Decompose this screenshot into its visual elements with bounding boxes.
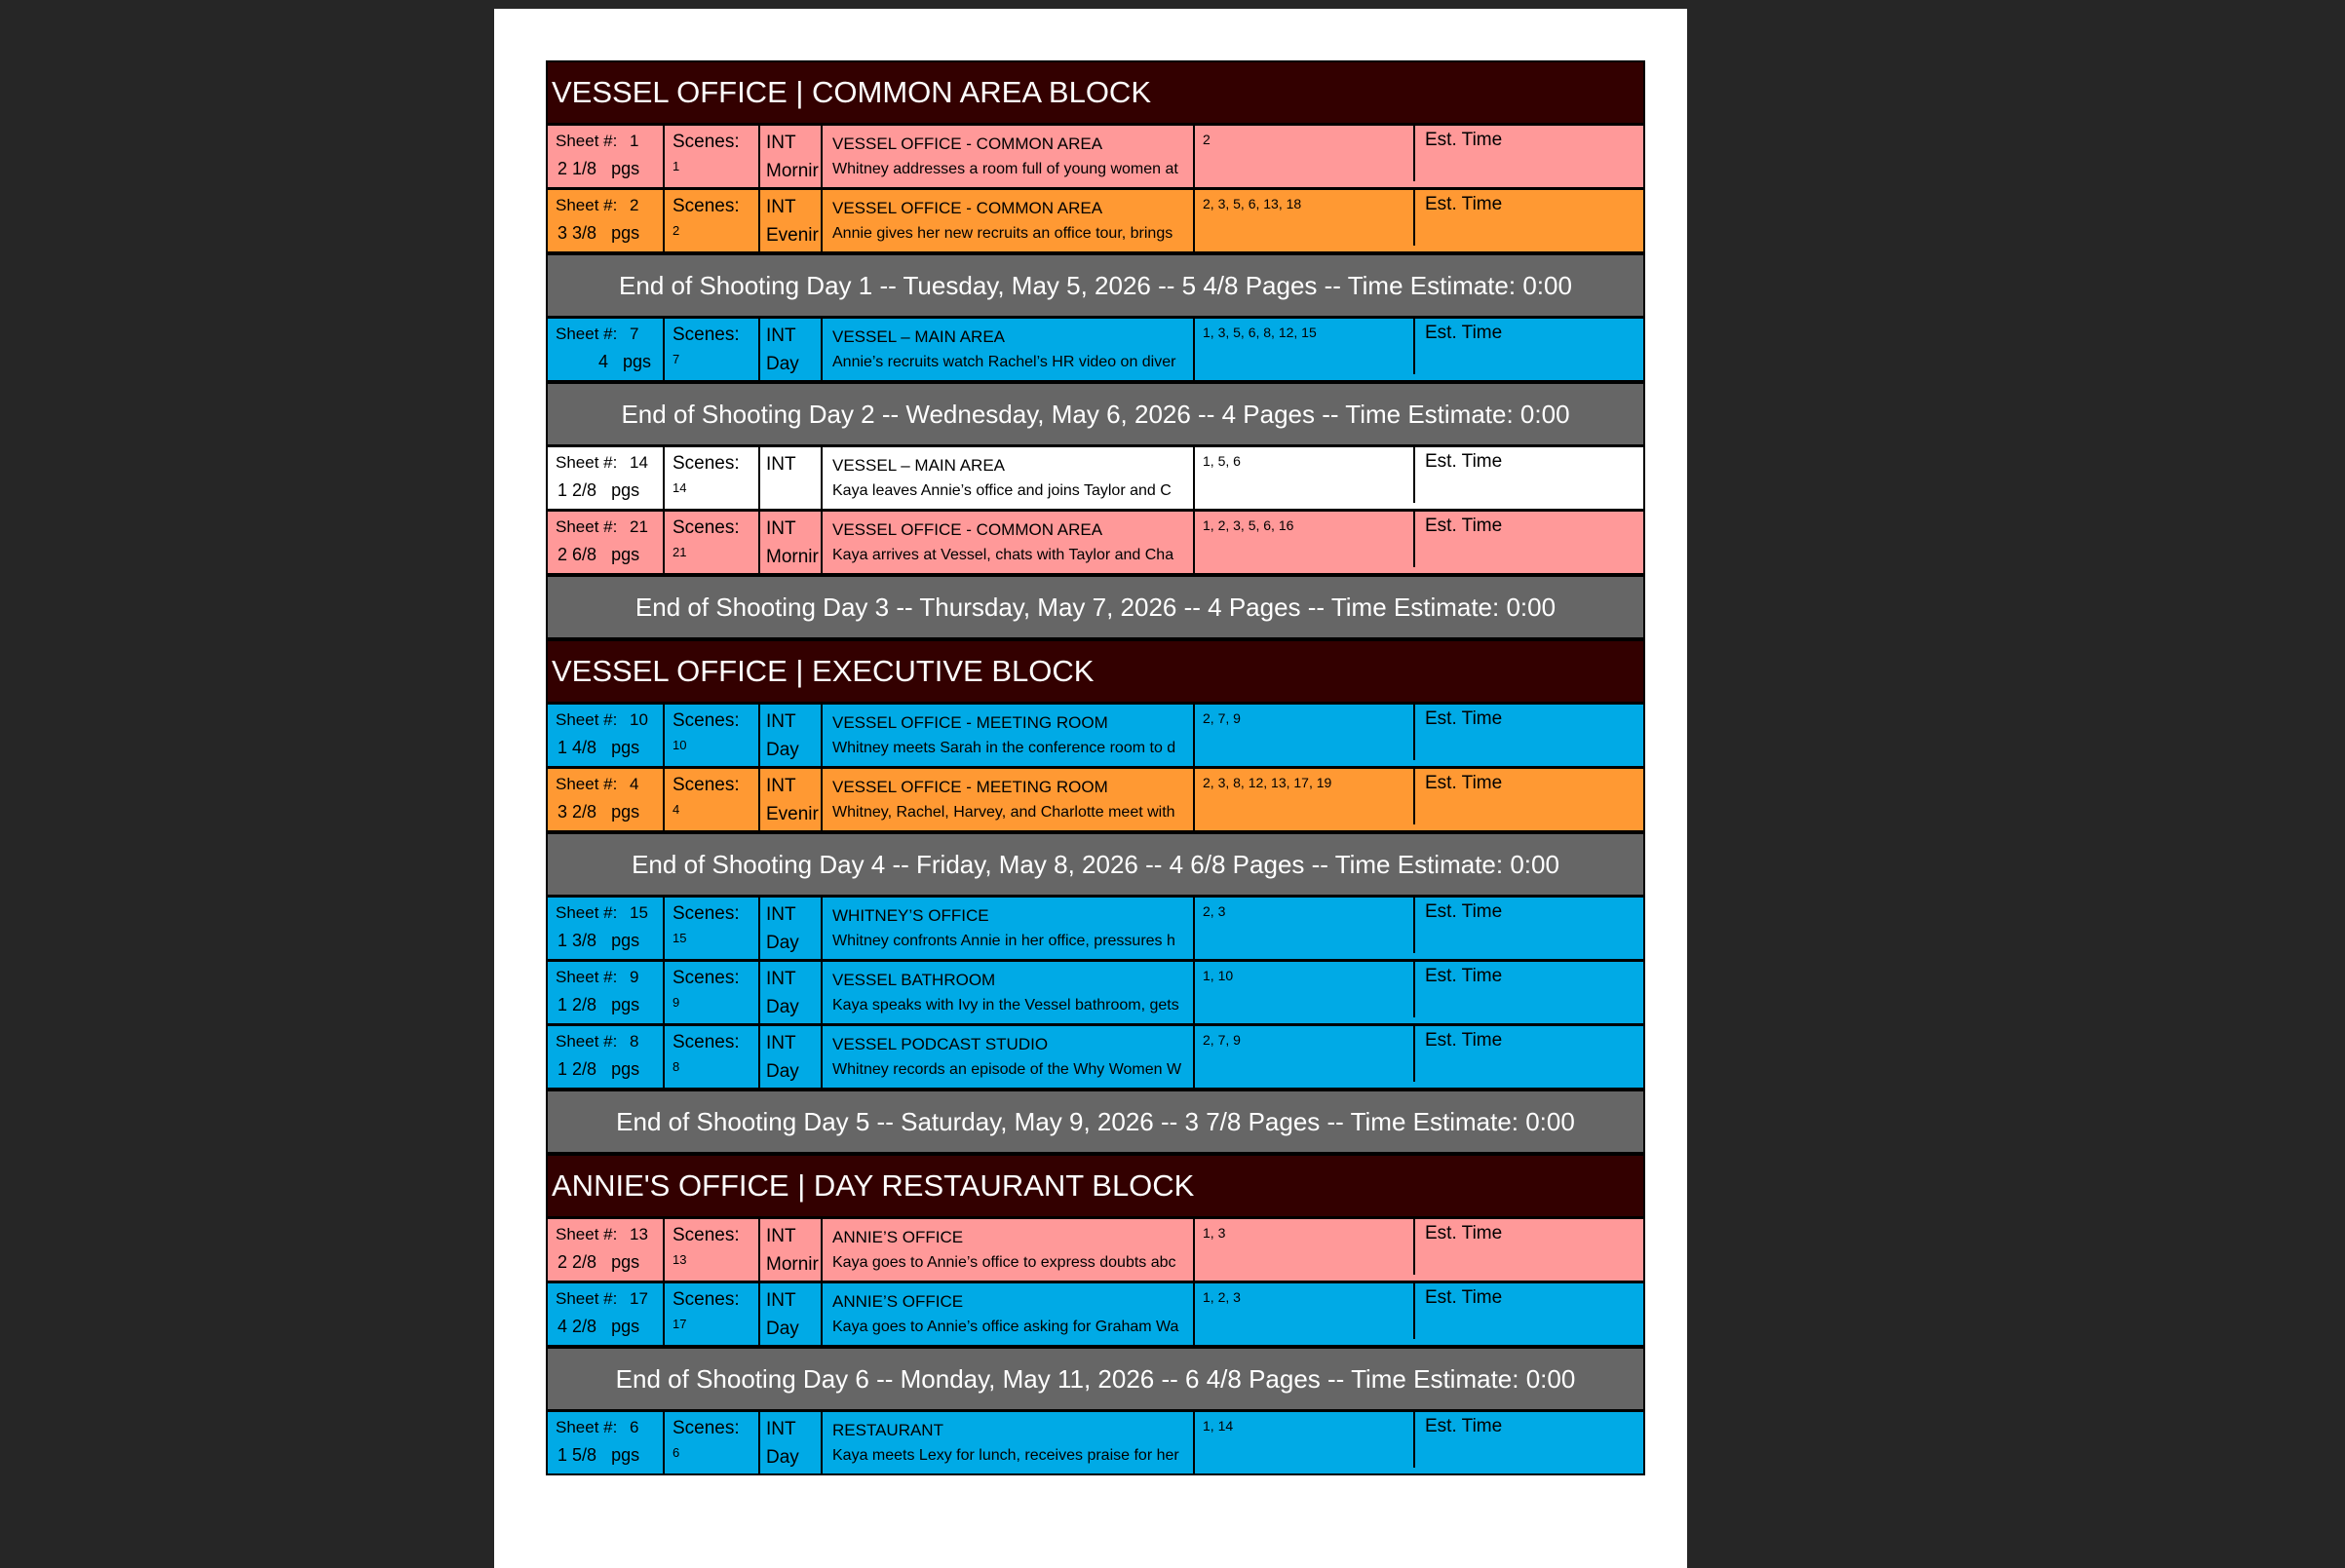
sheet-label: Sheet #: [556, 517, 618, 536]
scenes-label: Scenes: [673, 903, 740, 924]
page-count-value: 2 2/8 [557, 1252, 597, 1272]
sheet-cell [548, 898, 665, 959]
sheet-number: 2 [630, 196, 639, 214]
scene-strip[interactable] [546, 189, 1645, 253]
location-name: VESSEL – MAIN AREA [832, 456, 1005, 475]
scene-number: 17 [673, 1317, 687, 1331]
cast-cell [1195, 1283, 1415, 1339]
sheet-number: 6 [630, 1418, 639, 1436]
time-of-day: Evenir [766, 225, 819, 246]
int-ext-cell [760, 190, 823, 251]
est-time-label: Est. Time [1425, 451, 1503, 472]
sheet-cell [548, 1219, 665, 1281]
int-ext: INT [766, 133, 796, 153]
scene-strip[interactable] [546, 1218, 1645, 1282]
est-time-label: Est. Time [1425, 1416, 1503, 1436]
int-ext-cell [760, 319, 823, 380]
scene-synopsis: Kaya arrives at Vessel, chats with Taylor and Cha [832, 547, 1174, 563]
est-time-cell [1415, 190, 1643, 251]
end-of-day-text: End of Shooting Day 5 -- Saturday, May 9, 2026 -- 3 7/8 Pages -- Time Estimate: 0:00 [616, 1107, 1575, 1136]
pgs-label: pgs [611, 480, 640, 500]
scene-strip[interactable] [546, 125, 1645, 189]
page-count [557, 995, 639, 1015]
scenes-label: Scenes: [673, 196, 740, 216]
page-count [557, 738, 639, 758]
page-count [557, 159, 639, 179]
scene-strip[interactable] [546, 511, 1645, 575]
est-time-cell [1415, 512, 1643, 573]
est-time-cell [1415, 1412, 1643, 1473]
location-cell [823, 512, 1195, 573]
cast-ids: 1, 3, 5, 6, 8, 12, 15 [1203, 325, 1317, 340]
end-of-day-banner [546, 575, 1645, 639]
scenes-cell [665, 512, 760, 573]
int-ext-cell [760, 447, 823, 509]
pgs-label: pgs [611, 159, 640, 178]
cast-ids: 2, 7, 9 [1203, 1032, 1241, 1048]
location-name: ANNIE’S OFFICE [832, 1228, 964, 1246]
est-time-label: Est. Time [1425, 1287, 1503, 1308]
int-ext: INT [766, 969, 796, 989]
page-count [557, 1317, 639, 1337]
page-count-value: 1 2/8 [557, 1059, 597, 1079]
est-time-cell [1415, 447, 1643, 509]
scenes-label: Scenes: [673, 132, 740, 152]
scene-number: 14 [673, 480, 687, 495]
scene-number: 9 [673, 995, 680, 1010]
cast-ids: 1, 2, 3, 5, 6, 16 [1203, 517, 1294, 533]
int-ext-cell [760, 126, 823, 187]
est-time-cell [1415, 126, 1643, 187]
sheet-label: Sheet #: [556, 325, 618, 343]
scenes-cell [665, 126, 760, 187]
sheet-cell [548, 1412, 665, 1473]
est-time-cell [1415, 1026, 1643, 1088]
page-count-value: 4 [597, 352, 608, 371]
int-ext: INT [766, 904, 796, 925]
page-count [557, 480, 639, 501]
sheet-number: 9 [630, 968, 639, 986]
page-count-value: 2 6/8 [557, 545, 597, 564]
pgs-label: pgs [611, 995, 640, 1014]
scene-number: 2 [673, 223, 680, 238]
block-header [546, 1154, 1645, 1218]
sheet-number: 4 [630, 775, 639, 793]
cast-ids: 1, 5, 6 [1203, 453, 1241, 469]
est-time-label: Est. Time [1425, 323, 1503, 343]
cast-cell [1195, 769, 1415, 824]
int-ext: INT [766, 454, 796, 475]
page-count [557, 931, 639, 951]
page-count-value: 3 2/8 [557, 802, 597, 822]
time-of-day: Day [766, 997, 799, 1017]
sheet-cell [548, 1026, 665, 1088]
sheet-label: Sheet #: [556, 775, 618, 793]
scenes-cell [665, 319, 760, 380]
page-count-value: 4 2/8 [557, 1317, 597, 1336]
cast-cell [1195, 1026, 1415, 1082]
end-of-day-banner [546, 382, 1645, 446]
page-count [557, 1252, 639, 1273]
sheet-cell [548, 190, 665, 251]
cast-cell [1195, 962, 1415, 1017]
scene-synopsis: Annie gives her new recruits an office tour, brings [832, 225, 1173, 242]
int-ext: INT [766, 776, 796, 796]
scene-number: 15 [673, 931, 687, 945]
scene-synopsis: Kaya goes to Annie’s office to express doubts abc [832, 1254, 1176, 1271]
time-of-day: Mornir [766, 547, 819, 567]
sheet-cell [548, 705, 665, 766]
location-name: VESSEL BATHROOM [832, 971, 996, 989]
page-count-value: 1 2/8 [557, 480, 597, 500]
est-time-cell [1415, 769, 1643, 830]
sheet-label: Sheet #: [556, 1289, 618, 1308]
sheet-label: Sheet #: [556, 1032, 618, 1051]
block-title: ANNIE'S OFFICE | DAY RESTAURANT BLOCK [552, 1168, 1195, 1203]
time-of-day: Evenir [766, 804, 819, 824]
page-count-value: 3 3/8 [557, 223, 597, 243]
location-cell [823, 1026, 1195, 1088]
cast-ids: 1, 2, 3 [1203, 1289, 1241, 1305]
time-of-day: Day [766, 1061, 799, 1082]
sheet-cell [548, 1283, 665, 1345]
time-of-day: Day [766, 1319, 799, 1339]
sheet-cell [548, 512, 665, 573]
cast-ids: 2 [1203, 132, 1211, 147]
est-time-label: Est. Time [1425, 130, 1503, 150]
page-count-value: 2 1/8 [557, 159, 597, 178]
end-of-day-banner [546, 1347, 1645, 1411]
scene-strip[interactable] [546, 897, 1645, 961]
int-ext-cell [760, 769, 823, 830]
est-time-label: Est. Time [1425, 194, 1503, 214]
est-time-label: Est. Time [1425, 516, 1503, 536]
scenes-cell [665, 769, 760, 830]
pgs-label: pgs [611, 738, 640, 757]
cast-ids: 2, 7, 9 [1203, 710, 1241, 726]
est-time-cell [1415, 1219, 1643, 1281]
sheet-label: Sheet #: [556, 968, 618, 986]
end-of-day-text: End of Shooting Day 4 -- Friday, May 8, 2026 -- 4 6/8 Pages -- Time Estimate: 0:00 [632, 850, 1559, 879]
scenes-label: Scenes: [673, 1289, 740, 1310]
scene-synopsis: Kaya leaves Annie’s office and joins Taylor and C [832, 482, 1172, 499]
int-ext-cell [760, 962, 823, 1023]
end-of-day-banner [546, 253, 1645, 318]
scenes-cell [665, 1219, 760, 1281]
location-name: WHITNEY’S OFFICE [832, 906, 989, 925]
location-cell [823, 705, 1195, 766]
cast-cell [1195, 319, 1415, 374]
cast-cell [1195, 512, 1415, 567]
pgs-label: pgs [611, 1252, 640, 1272]
cast-cell [1195, 190, 1415, 246]
est-time-label: Est. Time [1425, 773, 1503, 793]
location-cell [823, 319, 1195, 380]
sheet-label: Sheet #: [556, 453, 618, 472]
sheet-cell [548, 447, 665, 509]
time-of-day: Mornir [766, 161, 819, 181]
scenes-label: Scenes: [673, 968, 740, 988]
location-cell [823, 962, 1195, 1023]
scenes-cell [665, 1283, 760, 1345]
scenes-cell [665, 1026, 760, 1088]
scene-strip[interactable] [546, 318, 1645, 382]
scenes-label: Scenes: [673, 1032, 740, 1052]
est-time-cell [1415, 962, 1643, 1023]
est-time-label: Est. Time [1425, 901, 1503, 922]
block-header [546, 639, 1645, 704]
time-of-day: Day [766, 933, 799, 953]
time-of-day: Mornir [766, 1254, 819, 1275]
scenes-label: Scenes: [673, 1225, 740, 1245]
est-time-cell [1415, 1283, 1643, 1345]
end-of-day-text: End of Shooting Day 3 -- Thursday, May 7, 2026 -- 4 Pages -- Time Estimate: 0:00 [634, 593, 1557, 622]
scene-number: 10 [673, 738, 687, 752]
pgs-label: pgs [611, 545, 640, 564]
int-ext: INT [766, 1419, 796, 1439]
scene-strip[interactable] [546, 1282, 1645, 1347]
location-name: ANNIE’S OFFICE [832, 1292, 964, 1311]
int-ext-cell [760, 1026, 823, 1088]
sheet-label: Sheet #: [556, 132, 618, 150]
scene-synopsis: Kaya meets Lexy for lunch, receives praise for her [832, 1447, 1179, 1464]
scene-strip[interactable] [546, 446, 1645, 511]
sheet-cell [548, 769, 665, 830]
int-ext-cell [760, 1283, 823, 1345]
time-of-day: Day [766, 354, 799, 374]
pgs-label: pgs [611, 223, 640, 243]
sheet-cell [548, 962, 665, 1023]
time-of-day: Day [766, 740, 799, 760]
scene-synopsis: Annie’s recruits watch Rachel’s HR video on diver [832, 354, 1176, 370]
cast-ids: 1, 10 [1203, 968, 1234, 983]
est-time-cell [1415, 319, 1643, 380]
scenes-cell [665, 190, 760, 251]
est-time-cell [1415, 898, 1643, 959]
page-count-value: 1 3/8 [557, 931, 597, 950]
sheet-number: 15 [630, 903, 648, 922]
scene-number: 21 [673, 545, 687, 559]
location-cell [823, 769, 1195, 830]
cast-ids: 1, 3 [1203, 1225, 1226, 1241]
scenes-label: Scenes: [673, 453, 740, 474]
page-count [557, 802, 639, 822]
int-ext-cell [760, 898, 823, 959]
scene-synopsis: Whitney, Rachel, Harvey, and Charlotte meet with [832, 804, 1175, 821]
time-of-day: Day [766, 1447, 799, 1468]
location-name: VESSEL OFFICE - COMMON AREA [832, 520, 1103, 539]
location-cell [823, 126, 1195, 187]
scenes-label: Scenes: [673, 775, 740, 795]
cast-cell [1195, 447, 1415, 503]
scene-number: 13 [673, 1252, 687, 1267]
location-cell [823, 1412, 1195, 1473]
sheet-number: 21 [630, 517, 648, 536]
scene-strip[interactable] [546, 704, 1645, 768]
scene-number: 6 [673, 1445, 680, 1460]
scenes-cell [665, 898, 760, 959]
scene-synopsis: Whitney confronts Annie in her office, pressures h [832, 933, 1175, 949]
sheet-number: 17 [630, 1289, 648, 1308]
location-name: VESSEL OFFICE - COMMON AREA [832, 134, 1103, 153]
page-count-value: 1 2/8 [557, 995, 597, 1014]
page-count [557, 1059, 639, 1080]
cast-cell [1195, 1219, 1415, 1275]
sheet-label: Sheet #: [556, 1225, 618, 1243]
scenes-label: Scenes: [673, 1418, 740, 1438]
location-name: VESSEL – MAIN AREA [832, 327, 1005, 346]
scenes-label: Scenes: [673, 517, 740, 538]
cast-cell [1195, 1412, 1415, 1468]
cast-ids: 2, 3, 8, 12, 13, 17, 19 [1203, 775, 1332, 790]
scene-synopsis: Whitney meets Sarah in the conference room to d [832, 740, 1176, 756]
int-ext: INT [766, 197, 796, 217]
pgs-label: pgs [611, 1317, 640, 1336]
scene-synopsis: Kaya speaks with Ivy in the Vessel bathroom, gets [832, 997, 1179, 1013]
page-count-value: 1 4/8 [557, 738, 597, 757]
scenes-cell [665, 447, 760, 509]
scenes-cell [665, 962, 760, 1023]
sheet-cell [548, 319, 665, 380]
sheet-number: 13 [630, 1225, 648, 1243]
int-ext: INT [766, 325, 796, 346]
pgs-label: pgs [611, 1445, 640, 1465]
scene-synopsis: Whitney records an episode of the Why Women W [832, 1061, 1182, 1078]
document-page [494, 9, 1687, 1568]
scenes-label: Scenes: [673, 325, 740, 345]
scenes-cell [665, 1412, 760, 1473]
scenes-label: Scenes: [673, 710, 740, 731]
page-count [557, 223, 639, 244]
scene-strip[interactable] [546, 961, 1645, 1025]
page-count-value: 1 5/8 [557, 1445, 597, 1465]
block-header [546, 60, 1645, 125]
sheet-number: 1 [630, 132, 639, 150]
block-title: VESSEL OFFICE | COMMON AREA BLOCK [552, 75, 1151, 109]
sheet-cell [548, 126, 665, 187]
location-cell [823, 898, 1195, 959]
scene-number: 7 [673, 352, 680, 366]
sheet-number: 8 [630, 1032, 639, 1051]
page-count [598, 352, 651, 372]
location-name: VESSEL PODCAST STUDIO [832, 1035, 1049, 1053]
sheet-number: 7 [630, 325, 639, 343]
location-name: VESSEL OFFICE - MEETING ROOM [832, 713, 1108, 732]
int-ext: INT [766, 711, 796, 732]
end-of-day-banner [546, 1090, 1645, 1154]
scene-number: 8 [673, 1059, 680, 1074]
page-count [557, 545, 639, 565]
scene-synopsis: Kaya goes to Annie’s office asking for Graham Wa [832, 1319, 1179, 1335]
end-of-day-banner [546, 832, 1645, 897]
location-name: VESSEL OFFICE - COMMON AREA [832, 199, 1103, 217]
int-ext-cell [760, 705, 823, 766]
sheet-label: Sheet #: [556, 710, 618, 729]
sheet-number: 10 [630, 710, 648, 729]
pgs-label: pgs [611, 931, 640, 950]
scene-strip[interactable] [546, 1025, 1645, 1090]
sheet-label: Sheet #: [556, 196, 618, 214]
location-name: RESTAURANT [832, 1421, 943, 1439]
cast-ids: 1, 14 [1203, 1418, 1234, 1434]
sheet-label: Sheet #: [556, 903, 618, 922]
pgs-label: pgs [611, 1059, 640, 1079]
cast-ids: 2, 3 [1203, 903, 1226, 919]
end-of-day-text: End of Shooting Day 2 -- Wednesday, May 6, 2026 -- 4 Pages -- Time Estimate: 0:00 [621, 400, 1570, 429]
scene-number: 4 [673, 802, 680, 817]
end-of-day-text: End of Shooting Day 6 -- Monday, May 11, 2026 -- 6 4/8 Pages -- Time Estimate: 0:00 [615, 1364, 1576, 1394]
location-cell [823, 1219, 1195, 1281]
location-cell [823, 1283, 1195, 1345]
int-ext-cell [760, 512, 823, 573]
pgs-label: pgs [622, 352, 651, 371]
int-ext: INT [766, 1033, 796, 1053]
location-cell [823, 447, 1195, 509]
block-title: VESSEL OFFICE | EXECUTIVE BLOCK [552, 654, 1095, 688]
scene-synopsis: Whitney addresses a room full of young women at [832, 161, 1178, 177]
scene-strip[interactable] [546, 768, 1645, 832]
cast-ids: 2, 3, 5, 6, 13, 18 [1203, 196, 1302, 211]
sheet-label: Sheet #: [556, 1418, 618, 1436]
stripboard-schedule [546, 60, 1645, 1475]
int-ext-cell [760, 1412, 823, 1473]
sheet-number: 14 [630, 453, 648, 472]
location-cell [823, 190, 1195, 251]
scene-number: 1 [673, 159, 680, 173]
cast-cell [1195, 126, 1415, 181]
end-of-day-text: End of Shooting Day 1 -- Tuesday, May 5, 2026 -- 5 4/8 Pages -- Time Estimate: 0:00 [619, 271, 1572, 300]
int-ext: INT [766, 1226, 796, 1246]
est-time-cell [1415, 705, 1643, 766]
location-name: VESSEL OFFICE - MEETING ROOM [832, 778, 1108, 796]
page-count [557, 1445, 639, 1466]
cast-cell [1195, 898, 1415, 953]
pgs-label: pgs [611, 802, 640, 822]
cast-cell [1195, 705, 1415, 760]
int-ext-cell [760, 1219, 823, 1281]
scenes-cell [665, 705, 760, 766]
est-time-label: Est. Time [1425, 708, 1503, 729]
est-time-label: Est. Time [1425, 1030, 1503, 1051]
int-ext: INT [766, 518, 796, 539]
est-time-label: Est. Time [1425, 1223, 1503, 1243]
int-ext: INT [766, 1290, 796, 1311]
est-time-label: Est. Time [1425, 966, 1503, 986]
scene-strip[interactable] [546, 1411, 1645, 1475]
